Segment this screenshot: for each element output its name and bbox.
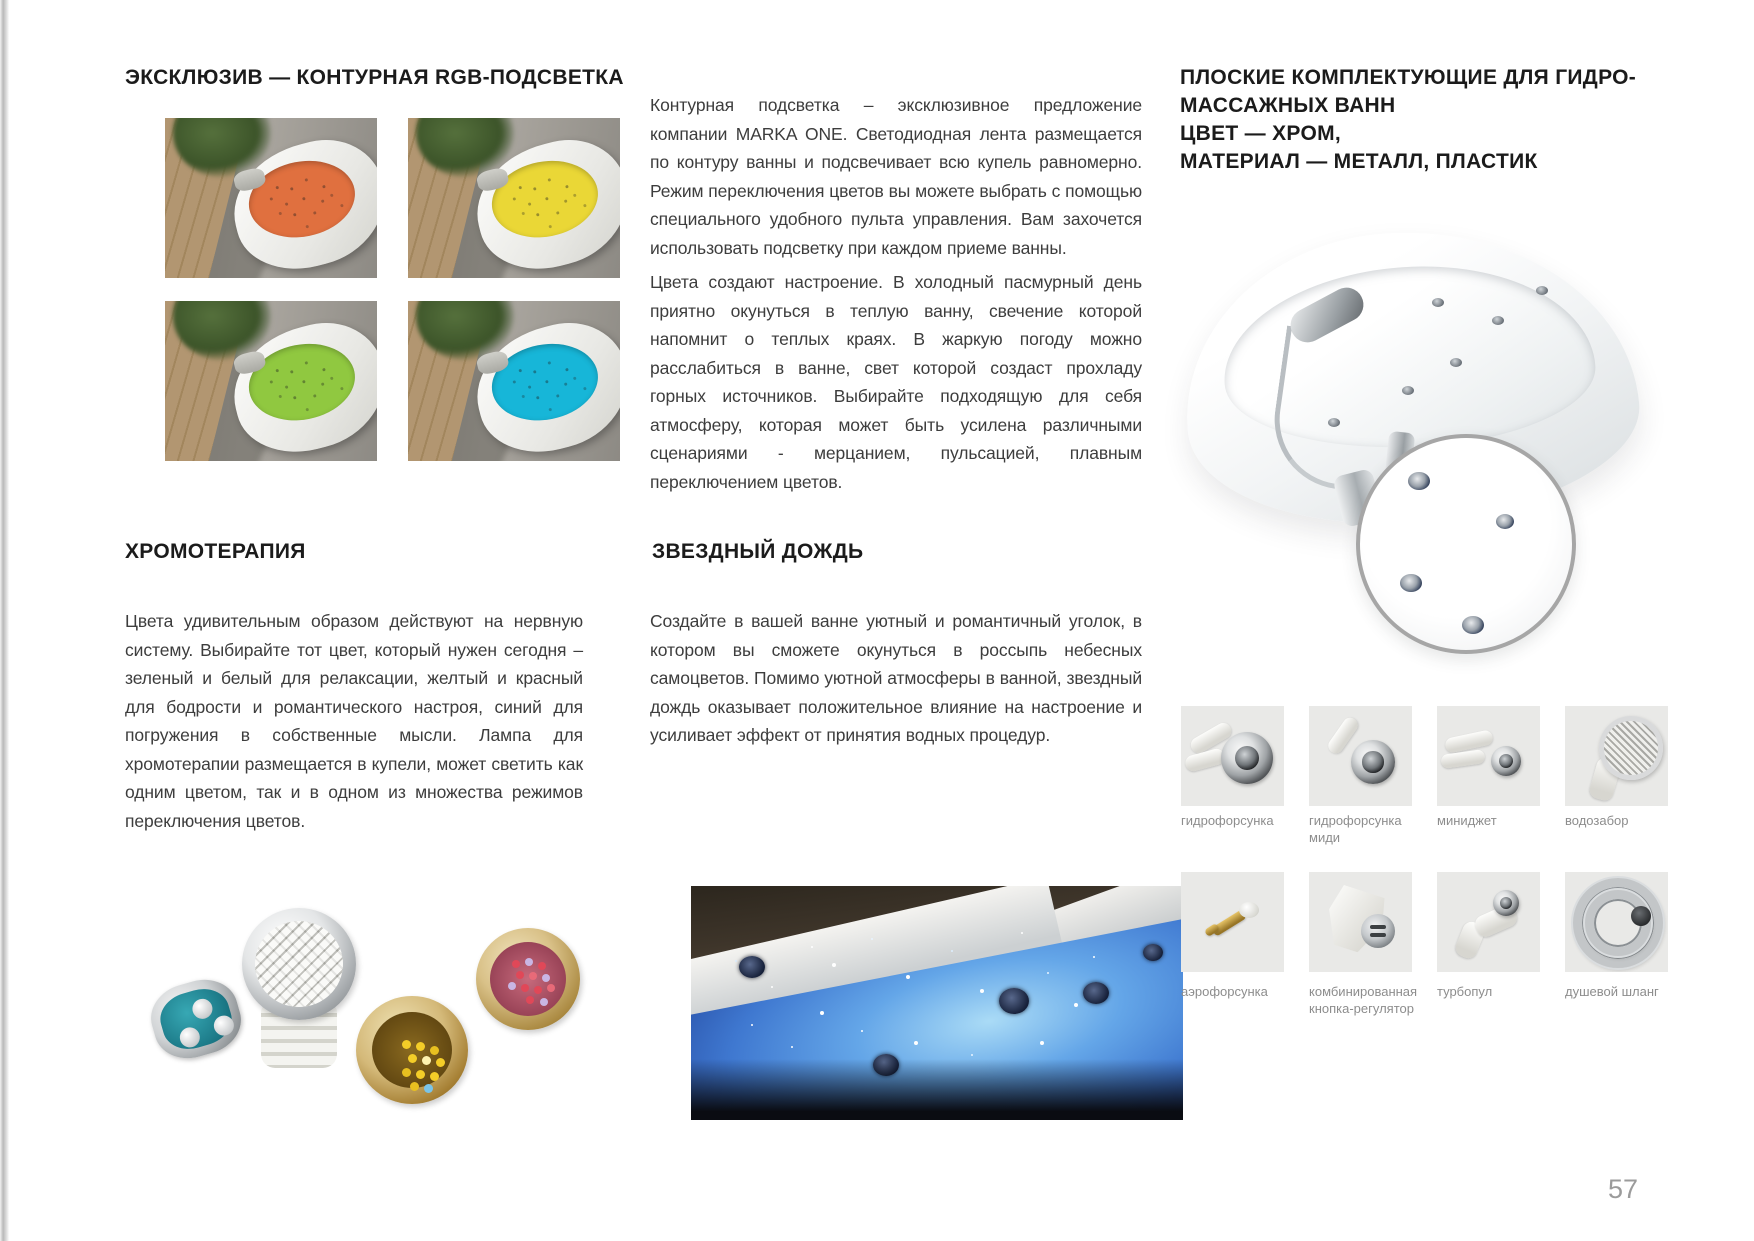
photo-bottom-shadow — [691, 1059, 1183, 1120]
water-jet-dots — [275, 185, 279, 189]
regulator-slot — [1370, 925, 1386, 929]
red-led-dots — [512, 960, 520, 968]
jet-hole — [739, 956, 765, 978]
water-intake-icon — [1599, 716, 1663, 780]
jet-detail — [1408, 472, 1430, 490]
hydro-jet-midi-icon — [1351, 740, 1395, 784]
star-rain-section-title: ЗВЕЗДНЫЙ ДОЖДЬ — [652, 540, 864, 563]
hydro-jet — [1328, 418, 1340, 427]
pipe — [1184, 747, 1227, 773]
combo-button-regulator-thumbnail — [1309, 872, 1412, 972]
component-label: миниджет — [1437, 813, 1497, 828]
hydro-jet — [1492, 316, 1504, 325]
lamp-inner-ring — [372, 1012, 452, 1088]
jet-detail — [1496, 514, 1514, 529]
glowing-water-cyan — [485, 335, 604, 429]
component-label: турбопул — [1437, 984, 1493, 999]
rgb-tub-photo-yellow — [408, 118, 620, 278]
remote-button — [177, 1025, 202, 1050]
star-rain-photo — [691, 886, 1183, 1120]
hydro-jet-thumbnail — [1181, 706, 1284, 806]
lamp-inner-ring — [490, 942, 566, 1016]
jet-hole — [999, 988, 1029, 1014]
chromotherapy-paragraph: Цвета удивительным образом действуют на нервную систему. Выбирайте тот цвет, который нужен сегодня – зеленый и белый для релаксации, желтый и красный для бодрости и романтического настроя, синий для погружения в собственные мысли. Лампа для хромотерапии размещается в купели, может светить как одним цветом, так и в одном из множества режимов переключения цветов. — [125, 611, 583, 831]
component-label: водозабор — [1565, 813, 1629, 828]
component-label: душевой шланг — [1565, 984, 1659, 999]
remote-power-button — [190, 996, 215, 1021]
chromotherapy-lamps-photo — [130, 900, 600, 1105]
remote-control — [144, 971, 249, 1066]
hydro-jet — [1402, 386, 1414, 395]
yellow-led-dots — [402, 1040, 411, 1049]
pipe — [1440, 749, 1486, 769]
water-intake-thumbnail — [1565, 706, 1668, 806]
turbopool-icon — [1493, 890, 1519, 916]
jet-hole — [1083, 982, 1109, 1004]
shower-hose-icon — [1631, 906, 1651, 926]
glowing-water-orange — [242, 152, 361, 246]
contour-light-paragraph-2: Цвета создают настроение. В холодный пасмурный день приятно окунуться в теплую ванну, свечение которой напомнит о теплых краях. В жаркую погоду можно расслабиться в ванне, свет которой создаст прохладу горных источников. Выбирайте подходящую для себя атмосферу, которая может быть усилена различными сценариями - мерцанием, пульсацией, плавным переключением цветов. — [650, 272, 1142, 492]
shower-hose-thumbnail — [1565, 872, 1668, 972]
hydro-jet — [1432, 298, 1444, 307]
component-label: гидрофорсунка миди — [1309, 813, 1402, 845]
components-title-line-2: МАССАЖНЫХ ВАНН — [1180, 94, 1396, 117]
water-jet-dots — [518, 185, 522, 189]
jet-detail — [1462, 616, 1484, 634]
rgb-tub-photo-cyan — [408, 301, 620, 461]
regulator-slot — [1370, 933, 1386, 937]
hydro-jet — [1536, 286, 1548, 295]
components-title-line-3: ЦВЕТ — ХРОМ, — [1180, 122, 1342, 145]
yellow-led-lamp — [356, 996, 468, 1104]
lamp-waffle-lens — [255, 921, 343, 1007]
page-edge — [0, 0, 9, 1241]
jet-hole — [1143, 944, 1163, 961]
rgb-tub-photo-green — [165, 301, 377, 461]
water-jet-dots — [275, 368, 279, 372]
turbopool-thumbnail — [1437, 872, 1540, 972]
hydro-jet-midi-thumbnail — [1309, 706, 1412, 806]
air-jet-icon — [1239, 902, 1259, 918]
star-rain-paragraph: Создайте в вашей ванне уютный и романтичный уголок, в котором вы сможете окунуться в россыпь небесных самоцветов. Помимо уютной атмосферы в ванной, звездный дождь оказывает положительное влияние на настроение и усиливает эффект от принятия водных процедур. — [650, 611, 1142, 745]
contour-light-paragraph-1: Контурная подсветка – эксклюзивное предложение компании MARKA ONE. Светодиодная лента размещается по контуру ванны и подсвечивает всю купель равномерно. Режим переключения цветов вы можете выбрать с помощью специального удобного пульта управления. Вам захочется использовать подсветку при каждом приеме ванны. — [650, 95, 1142, 258]
minijet-icon — [1491, 746, 1521, 776]
red-led-lamp — [476, 928, 580, 1030]
jet-detail — [1400, 574, 1422, 592]
remote-button — [212, 1013, 237, 1038]
air-jet-thumbnail — [1181, 872, 1284, 972]
remote-face — [155, 982, 238, 1055]
exclusive-section-title: ЭКСКЛЮЗИВ — КОНТУРНАЯ RGB-ПОДСВЕТКА — [125, 66, 624, 89]
glowing-water-yellow — [485, 152, 604, 246]
components-title-line-1: ПЛОСКИЕ КОМПЛЕКТУЮЩИЕ ДЛЯ ГИДРО- — [1180, 66, 1637, 89]
rgb-tub-photo-orange — [165, 118, 377, 278]
hydromassage-bathtub-photo — [1180, 190, 1680, 660]
components-grid — [1181, 700, 1681, 1070]
components-section-title — [1180, 64, 1636, 176]
star-light-dots — [811, 946, 813, 948]
glowing-water-green — [242, 335, 361, 429]
page-number: 57 — [1608, 1174, 1639, 1204]
component-label: аэрофорсунка — [1181, 984, 1268, 999]
combo-button-regulator-icon — [1361, 914, 1395, 948]
hydro-jet-icon — [1221, 732, 1273, 784]
hydro-jet — [1450, 358, 1462, 367]
chromotherapy-section-title: ХРОМОТЕРАПИЯ — [125, 540, 306, 563]
components-title-line-4: МАТЕРИАЛ — МЕТАЛЛ, ПЛАСТИК — [1180, 150, 1538, 173]
zoom-circle-inset — [1356, 434, 1576, 654]
minijet-thumbnail — [1437, 706, 1540, 806]
chrome-lamp — [242, 908, 356, 1020]
component-label: гидрофорсунка — [1181, 813, 1274, 828]
component-label: комбинированная кнопка-регулятор — [1309, 984, 1418, 1016]
water-jet-dots — [518, 368, 522, 372]
